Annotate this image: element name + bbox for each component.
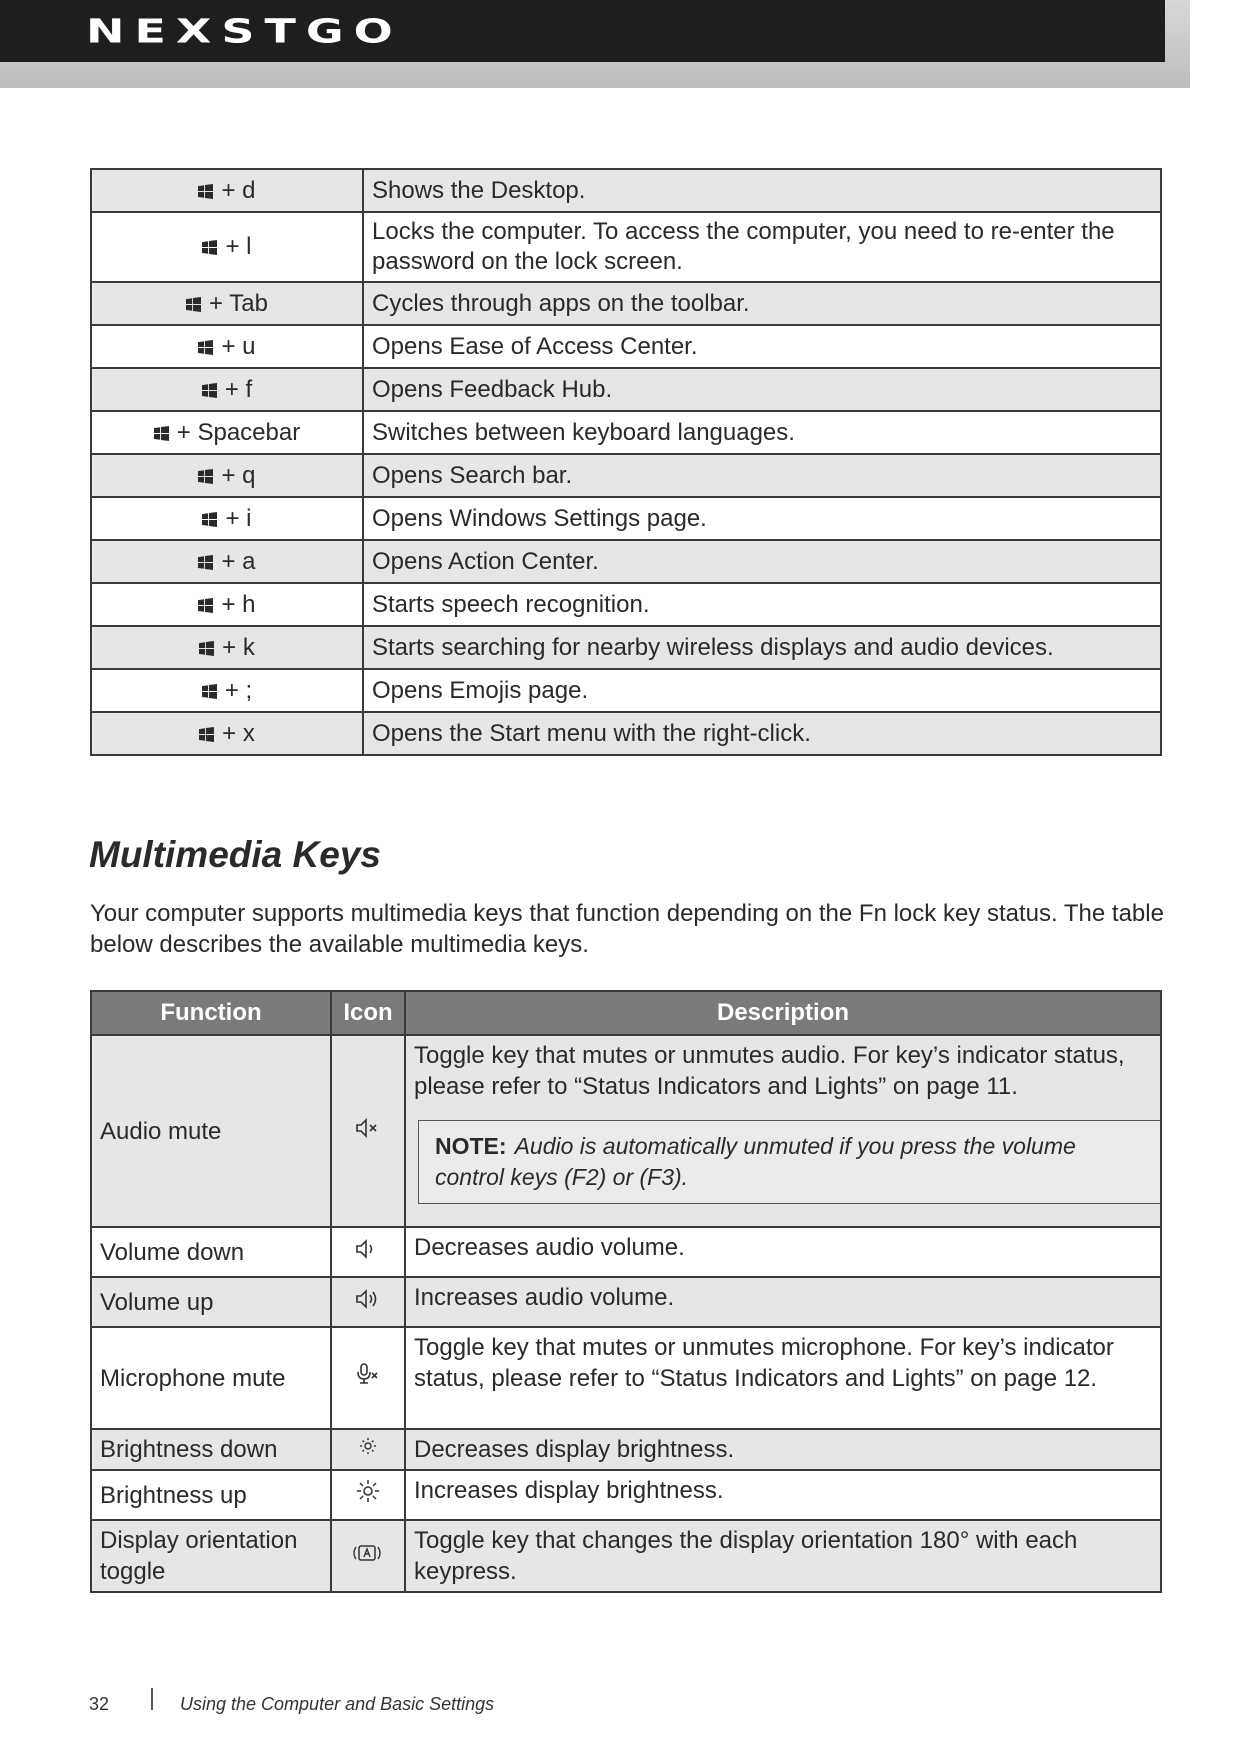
section-title: Multimedia Keys: [89, 834, 381, 875]
multimedia-function: Microphone mute: [91, 1327, 331, 1429]
windows-logo-icon: [202, 684, 217, 699]
shortcut-description: Switches between keyboard languages.: [363, 411, 1161, 454]
volume-down-icon: [355, 1239, 381, 1266]
windows-logo-icon: [154, 426, 169, 441]
section-intro: Your computer supports multimedia keys that function depending on the Fn lock key status. The table below describes the available multimedia keys.: [90, 900, 1164, 958]
multimedia-icon-cell: [331, 1470, 405, 1520]
table-header-row: [91, 991, 1161, 1035]
multimedia-description: [405, 1277, 1161, 1327]
note-text: Audio is automatically unmuted if you press the volume control keys (F2) or (F3).: [435, 1133, 1076, 1190]
table-row: [91, 583, 1161, 626]
shortcut-key: [91, 169, 363, 212]
shortcut-description: Cycles through apps on the toolbar.: [363, 282, 1161, 325]
table-row: [91, 497, 1161, 540]
windows-logo-icon: [198, 469, 213, 484]
multimedia-description: [405, 1470, 1161, 1520]
table-row: [91, 712, 1161, 755]
table-row: [91, 1227, 1161, 1277]
shortcut-key-label: + i: [225, 504, 252, 532]
shortcut-key-label: + ;: [224, 676, 253, 704]
table-row: [91, 169, 1161, 212]
windows-logo-icon: [199, 641, 214, 656]
header-icon: Icon: [331, 991, 405, 1035]
shortcut-key: [91, 583, 363, 626]
table-row: [91, 1277, 1161, 1327]
table-row: [91, 540, 1161, 583]
brand-logo: [86, 6, 403, 56]
shortcut-key: [91, 626, 363, 669]
note-label: NOTE:: [435, 1133, 507, 1159]
footer-divider: [151, 1688, 153, 1710]
shortcut-key-label: + d: [221, 176, 256, 204]
multimedia-description-text: Toggle key that mutes or unmutes audio. For key’s indicator status, please refer to “Status Indicators and Lights” on page 11.: [414, 1042, 1125, 1100]
multimedia-icon-cell: [331, 1277, 405, 1327]
table-row: [91, 1470, 1161, 1520]
shortcut-key: [91, 497, 363, 540]
shortcut-key-label: + l: [225, 233, 252, 260]
table-row: [91, 411, 1161, 454]
multimedia-function: Volume down: [91, 1227, 331, 1277]
shortcut-description: Opens Ease of Access Center.: [363, 325, 1161, 368]
windows-logo-icon: [202, 383, 217, 398]
header-description: Description: [405, 991, 1161, 1035]
header-function: Function: [91, 991, 331, 1035]
windows-logo-icon: [202, 240, 217, 255]
multimedia-description: [405, 1227, 1161, 1277]
table-row: [91, 325, 1161, 368]
shortcut-key: [91, 669, 363, 712]
table-row: [91, 454, 1161, 497]
multimedia-icon-cell: [331, 1035, 405, 1227]
footer-section-title: Using the Computer and Basic Settings: [180, 1694, 495, 1714]
multimedia-function: Brightness up: [91, 1470, 331, 1520]
shortcut-table: [90, 168, 1162, 756]
shortcut-key-label: + a: [221, 547, 256, 575]
logo-text: NEXSTGO: [86, 11, 403, 51]
multimedia-function: Brightness down: [91, 1429, 331, 1470]
shortcut-key-label: + x: [222, 719, 255, 747]
shortcut-description: Starts speech recognition.: [363, 583, 1161, 626]
windows-logo-icon: [202, 512, 217, 527]
multimedia-description-text: Toggle key that changes the display orientation 180° with each keypress.: [414, 1527, 1078, 1585]
shortcut-key-label: + q: [221, 461, 256, 489]
multimedia-function: Audio mute: [91, 1035, 331, 1227]
multimedia-function: Volume up: [91, 1277, 331, 1327]
shortcut-description: Opens the Start menu with the right-click.: [363, 712, 1161, 755]
multimedia-description: [405, 1035, 1161, 1227]
shortcut-description: Opens Emojis page.: [363, 669, 1161, 712]
shortcut-key: [91, 282, 363, 325]
multimedia-description-text: Increases audio volume.: [414, 1284, 675, 1311]
shortcut-description: Locks the computer. To access the computer, you need to re-enter the password on the lock screen.: [363, 212, 1161, 282]
shortcut-description: Opens Feedback Hub.: [363, 368, 1161, 411]
display-rotate-icon: [350, 1543, 386, 1570]
shortcut-key-label: + Spacebar: [176, 418, 301, 446]
multimedia-icon-cell: [331, 1227, 405, 1277]
shortcut-key: [91, 368, 363, 411]
table-row: [91, 212, 1161, 282]
table-row: [91, 669, 1161, 712]
multimedia-description: [405, 1327, 1161, 1429]
shortcut-key-label: + Tab: [209, 289, 268, 317]
multimedia-description: [405, 1520, 1161, 1592]
brightness-down-icon: [357, 1436, 379, 1463]
multimedia-icon-cell: [331, 1520, 405, 1592]
brightness-up-icon: [355, 1483, 381, 1510]
shortcut-key: [91, 325, 363, 368]
multimedia-function: Display orientation toggle: [91, 1520, 331, 1592]
volume-up-icon: [355, 1289, 381, 1316]
shortcut-description: Opens Action Center.: [363, 540, 1161, 583]
windows-logo-icon: [198, 340, 213, 355]
shortcut-description: Shows the Desktop.: [363, 169, 1161, 212]
page-number: 32: [89, 1694, 110, 1714]
shortcut-key-label: + u: [221, 332, 256, 360]
shortcut-description: Starts searching for nearby wireless displays and audio devices.: [363, 626, 1161, 669]
shortcut-description: Opens Search bar.: [363, 454, 1161, 497]
windows-logo-icon: [199, 727, 214, 742]
multimedia-table: [90, 990, 1162, 1593]
shortcut-key: [91, 454, 363, 497]
windows-logo-icon: [198, 555, 213, 570]
speaker-mute-icon: [355, 1118, 381, 1145]
multimedia-icon-cell: [331, 1327, 405, 1429]
table-row: [91, 626, 1161, 669]
multimedia-description-text: Increases display brightness.: [414, 1477, 724, 1504]
table-row: [91, 368, 1161, 411]
multimedia-icon-cell: [331, 1429, 405, 1470]
table-row: [91, 1035, 1161, 1227]
table-row: [91, 1520, 1161, 1592]
shortcut-key: [91, 212, 363, 282]
multimedia-description: [405, 1429, 1161, 1470]
shortcut-key: [91, 540, 363, 583]
windows-logo-icon: [198, 598, 213, 613]
windows-logo-icon: [198, 184, 213, 199]
table-row: [91, 1429, 1161, 1470]
shortcut-key-label: + f: [224, 375, 253, 403]
shortcut-key-label: + k: [222, 633, 255, 661]
multimedia-description-text: Decreases audio volume.: [414, 1234, 685, 1261]
multimedia-description-text: Toggle key that mutes or unmutes microphone. For key’s indicator status, please refer to “Status Indicators and Lights” on page 12.: [414, 1334, 1114, 1392]
windows-logo-icon: [186, 297, 201, 312]
note-box: [418, 1120, 1162, 1204]
mic-mute-icon: [355, 1365, 381, 1392]
shortcut-description: Opens Windows Settings page.: [363, 497, 1161, 540]
header-bar: [0, 0, 1165, 62]
shortcut-key: [91, 411, 363, 454]
table-row: [91, 1327, 1161, 1429]
shortcut-key-label: + h: [221, 590, 256, 618]
shortcut-key: [91, 712, 363, 755]
multimedia-description-text: Decreases display brightness.: [414, 1436, 735, 1463]
table-row: [91, 282, 1161, 325]
